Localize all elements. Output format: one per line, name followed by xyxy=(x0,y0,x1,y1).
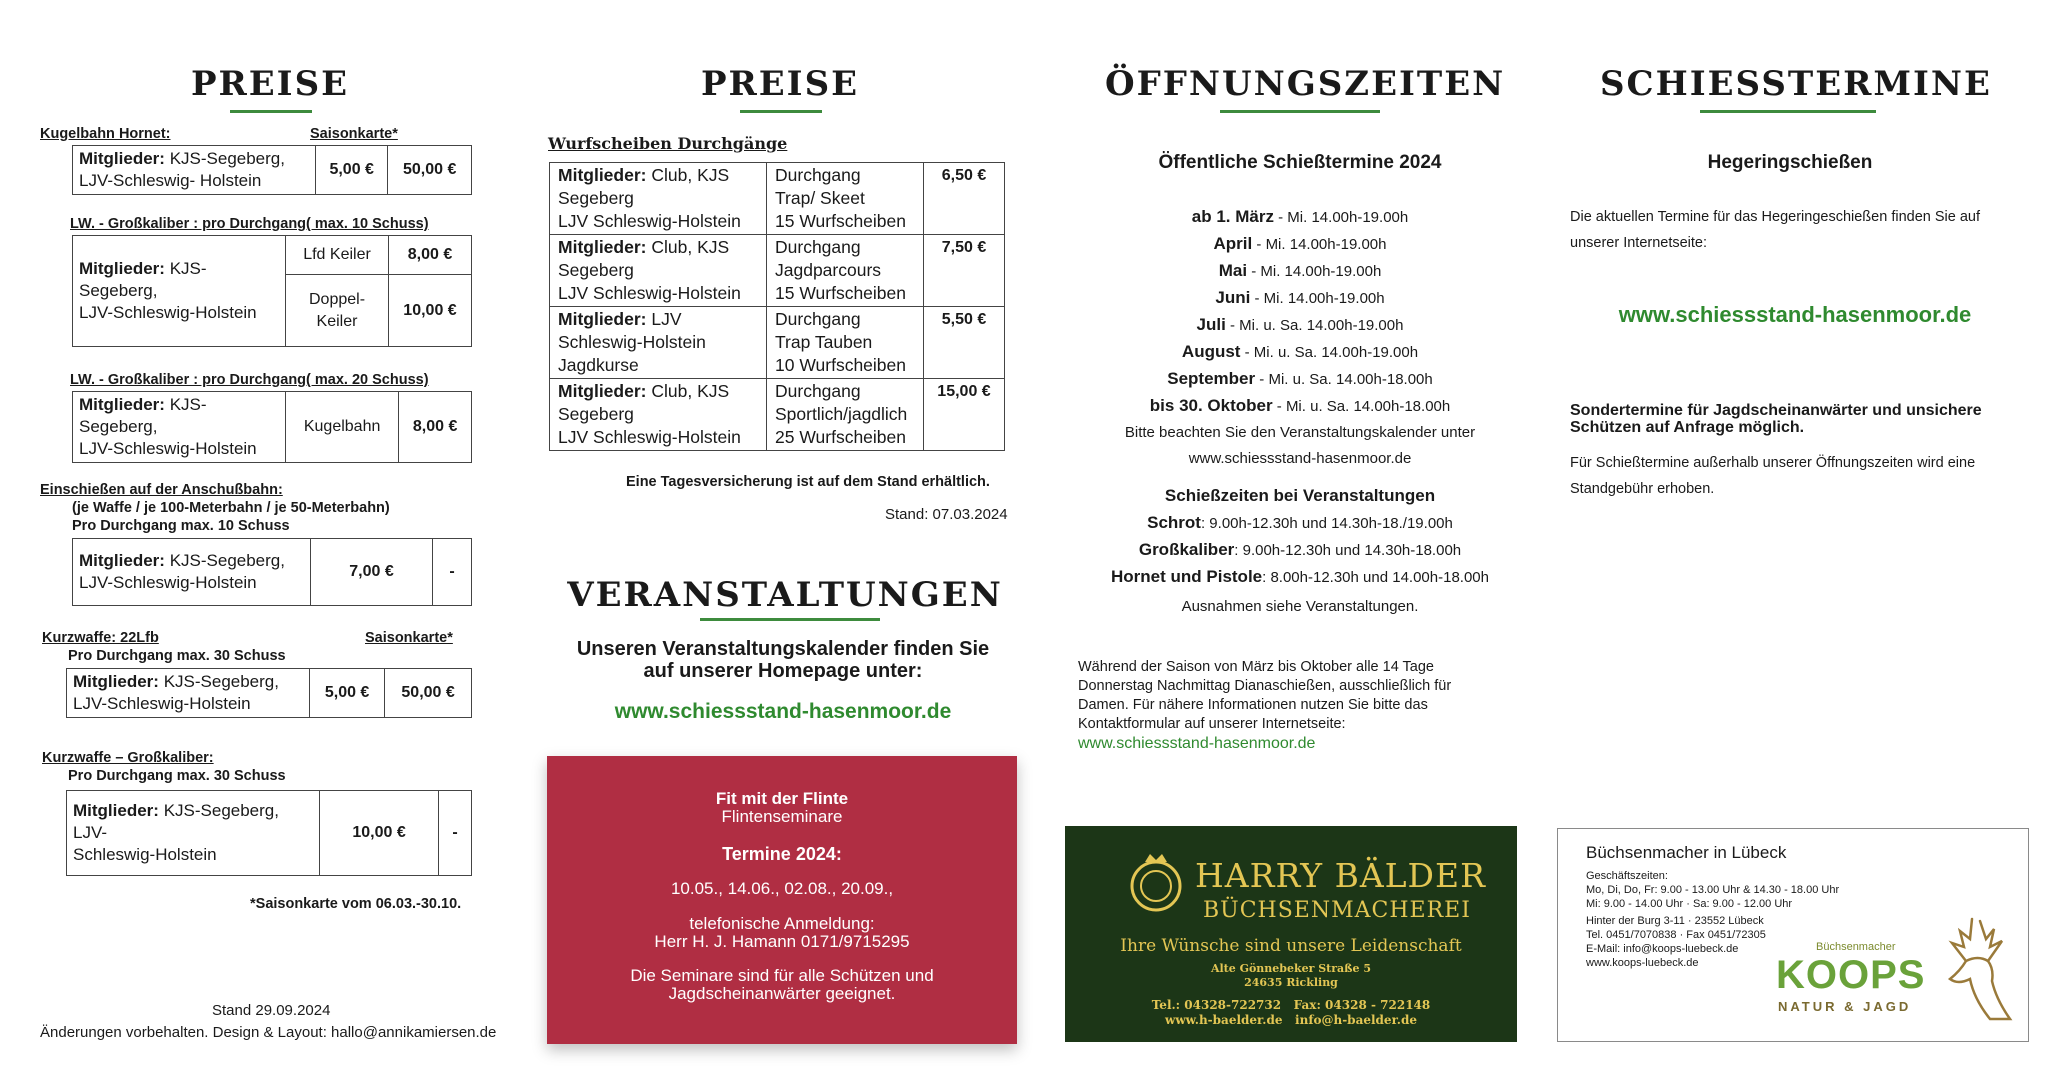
stand-date-2: Stand: 07.03.2024 xyxy=(885,506,1008,523)
hegering-link[interactable]: www.schiessstand-hasenmoor.de xyxy=(1618,302,1972,327)
price-cell: 50,00 € xyxy=(385,669,472,718)
veranstaltung-zeiten-list xyxy=(1040,510,1560,591)
lw20-label: LW. - Großkaliber : pro Durchgang( max. 20 Schuss) xyxy=(70,372,429,388)
hegering-subheading: Hegeringschießen xyxy=(1707,152,1873,173)
list-item: April - Mi. 14.00h-19.00h xyxy=(1213,234,1387,253)
price-table-kurzwaffe: Mitglieder: KJS-Segeberg, LJV-Schleswig-Holstein 5,00 € 50,00 € xyxy=(66,668,472,718)
heading-rule xyxy=(740,110,822,113)
schiesstermine-subheading: Öffentliche Schießtermine 2024 xyxy=(1158,152,1442,173)
price-cell: 50,00 € xyxy=(388,146,472,195)
ausnahmen-note: Ausnahmen siehe Veranstaltungen. xyxy=(1181,598,1419,615)
dianaschiessen-text: Während der Saison von März bis Oktober alle 14 Tage Donnerstag Nachmittag Dianaschießen, ausschließlich für Damen. Für nähere Informationen nutzen Sie bitte das Kontaktformular auf unserer Internetseite: www.schiessstand-hasenmoor.de xyxy=(1078,658,1518,753)
heading-rule xyxy=(230,110,312,113)
list-item: September - Mi. u. Sa. 14.00h-18.00h xyxy=(1167,369,1433,388)
list-item: ab 1. März - Mi. 14.00h-19.00h xyxy=(1191,207,1409,226)
kugelbahn-label: Kugelbahn Hornet: xyxy=(40,126,171,142)
lw10-label: LW. - Großkaliber : pro Durchgang( max. 10 Schuss) xyxy=(70,216,429,232)
price-cell: 5,00 € xyxy=(310,669,385,718)
list-item: Hornet und Pistole: 8.00h-12.30h und 14.00h-18.00h xyxy=(1111,567,1489,586)
einschiessen-label: Einschießen auf der Anschußbahn: xyxy=(40,482,283,498)
preise-heading-1: PREISE xyxy=(190,64,350,104)
kurzwaffe-label: Kurzwaffe: 22Lfb xyxy=(42,630,159,646)
price-table-einschiessen: Mitglieder: KJS-Segeberg, LJV-Schleswig-Holstein 7,00 € - xyxy=(72,538,472,606)
heading-rule xyxy=(1220,110,1380,113)
preise-heading-2: PREISE xyxy=(700,64,860,104)
stand-date: Stand 29.09.2024 xyxy=(212,1002,331,1019)
price-table-lw20: Mitglieder: KJS-Segeberg, LJV-Schleswig-Holstein Kugelbahn 8,00 € xyxy=(72,391,472,463)
price-table-kurzgross: Mitglieder: KJS-Segeberg, LJV- Schleswig-Holstein 10,00 € - xyxy=(66,790,472,876)
hegering-text: Die aktuellen Termine für das Hegeringeschießen finden Sie auf unserer Internetseite: xyxy=(1570,209,1981,251)
price-cell: 10,00 € xyxy=(389,275,472,347)
veranstaltungen-link[interactable]: www.schiessstand-hasenmoor.de xyxy=(614,700,952,723)
wurfscheiben-label: Wurfscheiben Durchgänge xyxy=(548,134,788,153)
veranstaltungen-text: Unseren Veranstaltungskalender finden Sie auf unserer Homepage unter: xyxy=(576,638,990,682)
dianaschiessen-link[interactable]: www.schiessstand-hasenmoor.de xyxy=(1078,735,1316,752)
saisonkarte-label: Saisonkarte* xyxy=(310,126,398,142)
opening-times-list: ab 1. März - Mi. 14.00h-19.00h April - Mi. 14.00h-19.00h Mai - Mi. 14.00h-19.00h Juni - Mi. 14.00h-19.00h Juli - Mi. u. Sa. 14.00h-19.00h August - Mi. u. Sa. 14.00h-19.00h September - Mi. u. Sa. 14.00h-18.00h bis 30. Oktober - Mi. u. Sa. 14.00h-18.00h Bitte beachten Sie den Veranstaltungskalender unter www.schiessstand-hasenmoor.de xyxy=(1040,204,1560,472)
list-item: bis 30. Oktober - Mi. u. Sa. 14.00h-18.00h xyxy=(1149,396,1451,415)
price-table-lw10: Mitglieder: KJS-Segeberg, LJV-Schleswig-Holstein Lfd Keiler 8,00 € Doppel-Keiler 10,00 € xyxy=(72,235,472,347)
price-cell: 7,00 € xyxy=(311,539,433,606)
wurfscheiben-table xyxy=(549,162,1005,451)
price-cell: - xyxy=(433,539,472,606)
table-row: Mitglieder: Club, KJS Segeberg LJV Schleswig-Holstein Durchgang Sportlich/jagdlich 25 Wurfscheiben 15,00 € xyxy=(550,379,1005,451)
footer-credits: Änderungen vorbehalten. Design & Layout: hallo@annikamiersen.de xyxy=(40,1024,497,1041)
list-item: Juli - Mi. u. Sa. 14.00h-19.00h xyxy=(1196,315,1404,334)
price-cell: 8,00 € xyxy=(389,236,472,275)
price-cell: 10,00 € xyxy=(320,791,439,876)
table-row: Mitglieder: LJV Schleswig-Holstein Jagdkurse Durchgang Trap Tauben 10 Wurfscheiben 5,50 € xyxy=(550,307,1005,379)
harry-baelder-ad: HARRY BÄLDER BÜCHSENMACHEREI Ihre Wünsche sind unsere Leidenschaft Alte Gönnebeker Straße 5 24635 Rickling Tel.: 04328-722732 Fax: 04328 - 722148 www.h-baelder.de info@h-baelder.de xyxy=(1065,826,1517,1042)
crest-icon xyxy=(1123,850,1189,916)
heading-rule xyxy=(700,618,880,621)
price-cell: 5,00 € xyxy=(316,146,388,195)
list-item: Mai - Mi. 14.00h-19.00h xyxy=(1218,261,1382,280)
saisonkarte-note: *Saisonkarte vom 06.03.-30.10. xyxy=(250,896,462,912)
flintenseminar-box: Fit mit der Flinte Flintenseminare Termine 2024: 10.05., 14.06., 02.08., 20.09., telefonische Anmeldung: Herr H. J. Hamann 0171/9715295 Die Seminare sind für alle Schützen und Jagdscheinanwärter geeignet. xyxy=(547,756,1017,1044)
list-item: Großkaliber: 9.00h-12.30h und 14.30h-18.00h xyxy=(1138,540,1462,559)
koops-logo: KOOPS xyxy=(1776,953,1926,997)
list-item: Juni - Mi. 14.00h-19.00h xyxy=(1215,288,1385,307)
price-cell: - xyxy=(439,791,472,876)
sondertermine-text: Sondertermine für Jagdscheinanwärter und unsichere Schützen auf Anfrage möglich. xyxy=(1570,402,1982,436)
veranstaltungen-heading: VERANSTALTUNGEN xyxy=(567,575,1003,615)
versicherung-note: Eine Tagesversicherung ist auf dem Stand erhältlich. xyxy=(626,474,990,490)
deer-icon xyxy=(1930,909,2020,1029)
table-row: Mitglieder: Club, KJS Segeberg LJV Schleswig-Holstein Durchgang Jagdparcours 15 Wurfscheiben 7,50 € xyxy=(550,235,1005,307)
kurzgross-label: Kurzwaffe – Großkaliber: xyxy=(42,750,214,766)
list-item: August - Mi. u. Sa. 14.00h-19.00h xyxy=(1181,342,1419,361)
list-item: Schrot: 9.00h-12.30h und 14.30h-18./19.00h xyxy=(1147,513,1453,532)
heading-rule xyxy=(1700,110,1876,113)
standgebuehr-text: Für Schießtermine außerhalb unserer Öffnungszeiten wird eine Standgebühr erhoben. xyxy=(1570,455,1976,497)
schiesstermine-heading: SCHIESSTERMINE xyxy=(1600,64,1992,104)
price-cell: 8,00 € xyxy=(399,392,472,463)
oeffnungszeiten-heading: ÖFFNUNGSZEITEN xyxy=(1105,64,1506,104)
table-row: Mitglieder: Club, KJS Segeberg LJV Schleswig-Holstein Durchgang Trap/ Skeet 15 Wurfscheiben 6,50 € xyxy=(550,163,1005,235)
koops-ad: Büchsenmacher in Lübeck Geschäftszeiten: Mo, Di, Do, Fr: 9.00 - 13.00 Uhr & 14.30 - 18.00 Uhr Mi: 9.00 - 14.00 Uhr · Sa: 9.00 - 12.00 Uhr Hinter der Burg 3-11 · 23552 Lübeck Tel. 0451/7070838 · Fax 0451/72305 E-Mail: info@koops-luebeck.de www.koops-luebeck.de Büchsenmacher KOOPS NATUR & JAGD xyxy=(1557,828,2029,1042)
price-table-kugelbahn: Mitglieder: KJS-Segeberg, LJV-Schleswig- Holstein 5,00 € 50,00 € xyxy=(72,145,472,195)
veranstaltung-zeiten-heading: Schießzeiten bei Veranstaltungen xyxy=(1164,486,1436,505)
